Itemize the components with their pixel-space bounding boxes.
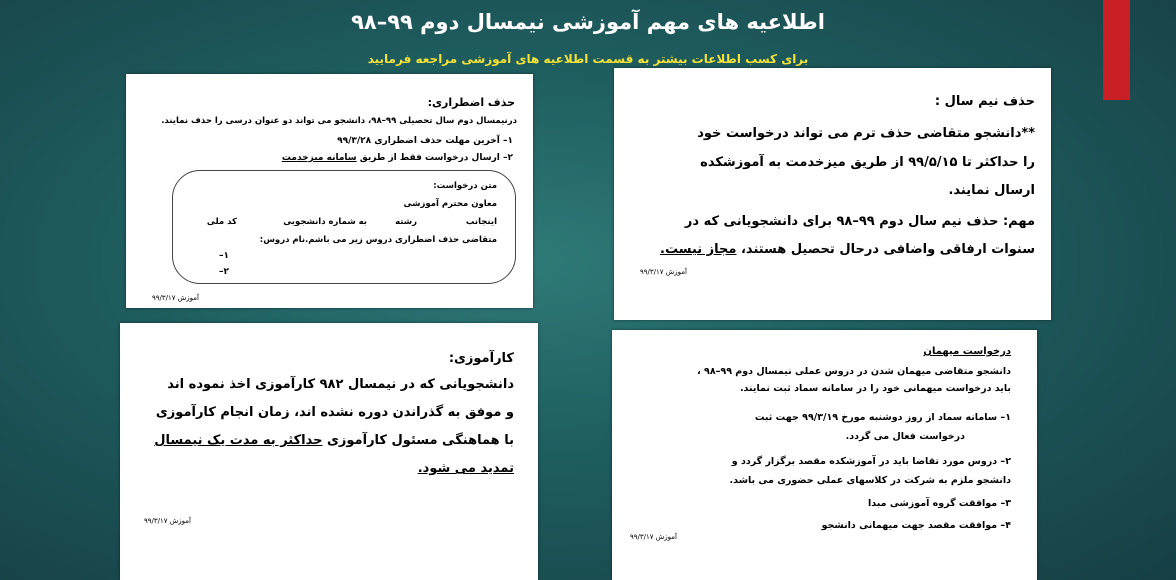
submission-text: ۲– ارسال درخواست فقط از طریق [356,153,513,163]
emergency-drop-notice [126,74,533,308]
date-stamp: آموزش ۹۹/۳/۱۷ [640,268,687,276]
card-line: دانشجویانی که در نیمسال ۹۸۲ کارآموزی اخذ نموده اند [167,377,514,392]
extension-note: تمدید می شود. [417,461,514,476]
page-subtitle: برای کسب اطلاعات بیشتر به قسمت اطلاعیه های آموزشی مراجعه فرمایید [367,52,809,66]
guest-item-1-cont: درخواست فعال می گردد. [845,431,965,442]
max-duration-note: حداکثر به مدت یک نیمسال [154,433,323,448]
guest-item-1: ۱– سامانه سماد از روز دوشنبه مورخ ۹۹/۳/۱۹ جهت ثبت [754,412,1011,423]
guest-item-4: ۴– موافقت مقصد جهت میهمانی دانشجو [821,520,1011,531]
request-field-name: اینجانب [465,217,497,227]
card-heading: حذف اضطراری: [427,96,515,109]
semester-drop-notice [614,68,1051,320]
request-body: متقاضی حذف اضطراری دروس زیر می باشم.نام دروس: [259,235,497,245]
request-template-box [172,170,516,284]
service-desk-link: سامانه میزخدمت [281,153,357,163]
card-line: را حداکثر تا ۹۹/۵/۱۵ از طریق میزخدمت به آموزشکده [700,155,1035,170]
card-heading: حذف نیم سال : [934,94,1035,109]
guest-request-notice [612,330,1037,580]
card-line [660,242,1035,257]
request-course-2: ۲– [219,267,229,277]
card-line-text: با هماهنگی مسئول کارآموزی [322,433,514,448]
request-field-student-id: به شماره دانشجویی [283,217,367,227]
card-line: مهم: حذف نیم سال دوم ۹۹–۹۸ برای دانشجویانی که در [684,214,1035,229]
guest-item-3: ۳– موافقت گروه آموزشی مبدا [868,498,1011,509]
card-line: ارسال نمایند. [948,183,1035,198]
card-line: و موفق به گذراندن دوره نشده اند، زمان انجام کارآموزی [155,405,514,420]
card-intro: درنیمسال دوم سال تحصیلی ۹۹–۹۸، دانشجو می تواند دو عنوان درسی را حذف نمایند. [161,116,517,126]
card-intro: باید درخواست میهمانی خود را در سامانه سماد ثبت نمایند. [739,383,1011,394]
card-line [154,433,514,448]
internship-notice [120,323,538,580]
date-stamp: آموزش ۹۹/۳/۱۷ [630,533,677,541]
request-addressee: معاون محترم آموزشی [403,199,497,209]
deadline-item: ۱– آخرین مهلت حذف اضطراری ۹۹/۳/۲۸ [337,136,513,146]
request-course-1: ۱– [219,251,229,261]
request-field-national-id: کد ملی [206,217,237,227]
card-line-text: سنوات ارفاقی واضافی درحال تحصیل هستند، [736,242,1035,257]
request-title: متن درخواست: [433,181,497,191]
card-intro: دانشجو متقاضی میهمان شدن در دروس عملی نیمسال دوم ۹۹–۹۸ ، [697,366,1011,377]
date-stamp: آموزش ۹۹/۳/۱۷ [144,517,191,525]
card-heading: کارآموزی: [448,351,514,366]
request-field-major: رشته [395,217,417,227]
card-heading: درخواست میهمان [923,346,1011,357]
page-title: اطلاعیه های مهم آموزشی نیمسال دوم ۹۹–۹۸ [351,10,825,34]
guest-item-2: ۲– دروس مورد تقاضا باید در آموزشکده مقصد برگزار گردد و [731,456,1011,467]
date-stamp: آموزش ۹۹/۳/۱۷ [152,294,199,302]
guest-item-2-cont: دانشجو ملزم به شرکت در کلاسهای عملی حضوری می باشد. [729,475,1011,486]
not-allowed-note: مجاز نیست. [660,242,737,257]
submission-item [282,153,513,163]
card-line: **دانشجو متقاضی حذف ترم می تواند درخواست خود [697,126,1035,141]
